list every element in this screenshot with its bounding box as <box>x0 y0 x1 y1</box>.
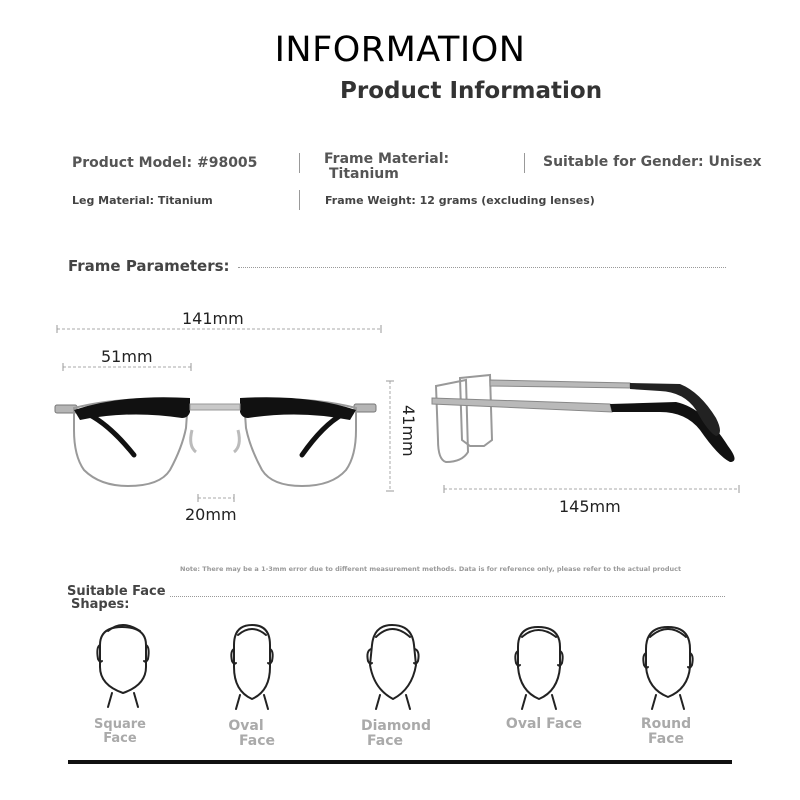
face-shapes-label-line1: Suitable Face <box>67 584 166 599</box>
measurement-note: Note: There may be a 1-3mm error due to different measurement methods. Data is for reference only, please refer to the actual product <box>180 565 682 573</box>
dotted-rule <box>170 596 725 597</box>
glasses-side-icon <box>432 375 735 462</box>
face-shapes-label-line2: Shapes: <box>71 597 130 612</box>
dimension-temple-length: 145mm <box>559 497 621 516</box>
dimension-bridge-width: 20mm <box>185 505 237 524</box>
glasses-front-icon <box>55 397 376 486</box>
face-label-diamond: Diamond Face <box>360 718 432 749</box>
diamond-face-icon <box>367 625 418 709</box>
oval-face-icon <box>231 625 272 709</box>
spec-gender: Suitable for Gender: Unisex <box>543 154 762 170</box>
page-subtitle: Product Information <box>340 78 603 104</box>
face-label-oval-2: Oval Face <box>505 716 583 732</box>
dimension-total-width: 141mm <box>182 309 244 328</box>
square-face-icon <box>97 625 148 707</box>
spec-frame-weight: Frame Weight: 12 grams (excluding lenses) <box>325 194 595 207</box>
face-label-oval: Oval Face <box>228 718 275 749</box>
spec-frame-material-line2: Titanium <box>329 166 399 182</box>
dimension-lens-width: 51mm <box>101 347 153 366</box>
round-face-icon <box>643 627 692 709</box>
dimension-lens-height: 41mm <box>399 405 418 457</box>
page-title: INFORMATION <box>274 30 526 70</box>
face-label-round: Round Face <box>640 716 692 747</box>
oval-face-icon-2 <box>515 627 562 709</box>
spec-product-model: Product Model: #98005 <box>72 155 258 171</box>
face-label-square: Square Face <box>94 717 146 746</box>
face-icons <box>0 615 800 710</box>
spec-frame-material-line1: Frame Material: <box>324 151 450 167</box>
frame-parameters-label: Frame Parameters: <box>68 257 230 275</box>
spec-leg-material: Leg Material: Titanium <box>72 194 213 207</box>
bottom-bar <box>68 760 732 764</box>
face-shapes-label <box>67 585 166 611</box>
